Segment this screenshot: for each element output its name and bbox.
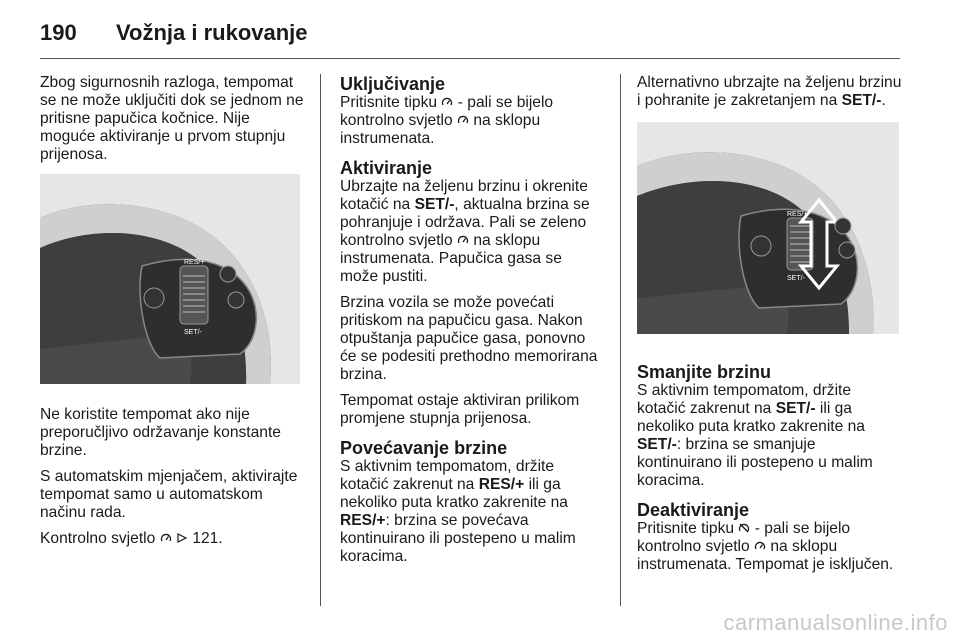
heading-povecavanje: Povećavanje brzine [340, 438, 508, 458]
watermark: carmanualsonline.info [723, 610, 948, 635]
heading-ukljucivanje: Uključivanje [340, 74, 446, 94]
ukljucivanje-paragraph: Pritisnite tipku - pali se bijelo kontrolno svjetlo na sklopu instrumenata. [340, 94, 554, 147]
cruise-control-icon [754, 540, 766, 552]
steering-wheel-illustration-1 [40, 174, 300, 384]
res-label: RES/+ [787, 211, 808, 218]
chapter-title: Vožnja i rukovanje [116, 20, 308, 45]
set-label: SET/- [787, 275, 805, 282]
column-divider-1 [320, 74, 321, 606]
column-divider-2 [620, 74, 621, 606]
header-divider [40, 58, 900, 59]
indicator-reference: Kontrolno svjetlo 121. [40, 530, 223, 547]
heading-aktiviranje: Aktiviranje [340, 158, 433, 178]
set-label: SET/- [184, 329, 202, 336]
cruise-control-cancel-icon [738, 522, 750, 534]
automatic-paragraph: S automatskim mjenjačem, aktivirajte tempomat samo u automatskom načinu rada. [40, 468, 298, 521]
page-number: 190 [40, 20, 77, 45]
cruise-control-icon [441, 96, 453, 108]
cruise-control-icon [457, 114, 469, 126]
smanjite-paragraph: S aktivnim tempomatom, držite kotačić zakrenut na SET/- ili ga nekoliko puta kratko zakrenite na SET/-: brzina se smanjuje kontinuirano ili postepeno u malim koracima. [637, 382, 873, 489]
res-label: RES/+ [184, 259, 205, 266]
safety-paragraph: Zbog sigurnosnih razloga, tempomat se ne može uključiti dok se jednom ne pritisne papučica kočnice. Nije moguće aktiviranje u prvom stupnju prijenosa. [40, 74, 304, 163]
povecavanje-paragraph: S aktivnim tempomatom, držite kotačić zakrenut na RES/+ ili ga nekoliko puta kratko zakrenite na RES/+: brzina se povećava kontinuirano ili postepeno u malim koracima. [340, 458, 576, 565]
cruise-control-icon [457, 234, 469, 246]
page-reference-arrow-icon [176, 532, 188, 544]
aktiviranje-paragraph: Ubrzajte na željenu brzinu i okrenite kotačić na SET/-, aktualna brzina se pohranjuje i održava. Pali se zeleno kontrolno svjetlo na sklopu instrumenata. Papučica gasa se može pustiti. [340, 178, 590, 285]
brzina-paragraph: Brzina vozila se može povećati pritiskom na papučicu gasa. Nakon otpuštanja papučice gasa, ponovno će se podesiti prethodno memorirana brzina. [340, 294, 598, 383]
heading-smanjite: Smanjite brzinu [637, 362, 772, 382]
heading-deaktiviranje: Deaktiviranje [637, 500, 750, 520]
column-3 [637, 74, 903, 582]
column-2 [340, 74, 604, 574]
cruise-control-icon [160, 532, 172, 544]
warning-paragraph: Ne koristite tempomat ako nije preporučljivo održavanje konstante brzine. [40, 406, 281, 459]
deaktiviranje-paragraph: Pritisnite tipku - pali se bijelo kontrolno svjetlo na sklopu instrumenata. Tempomat je isključen. [637, 520, 894, 573]
tempomat-paragraph: Tempomat ostaje aktiviran prilikom promjene stupnja prijenosa. [340, 392, 580, 427]
alternative-paragraph: Alternativno ubrzajte na željenu brzinu i pohranite je zakretanjem na SET/-. [637, 74, 902, 109]
steering-wheel-illustration-2 [637, 122, 899, 334]
column-1 [40, 74, 306, 556]
page-header [40, 14, 900, 54]
